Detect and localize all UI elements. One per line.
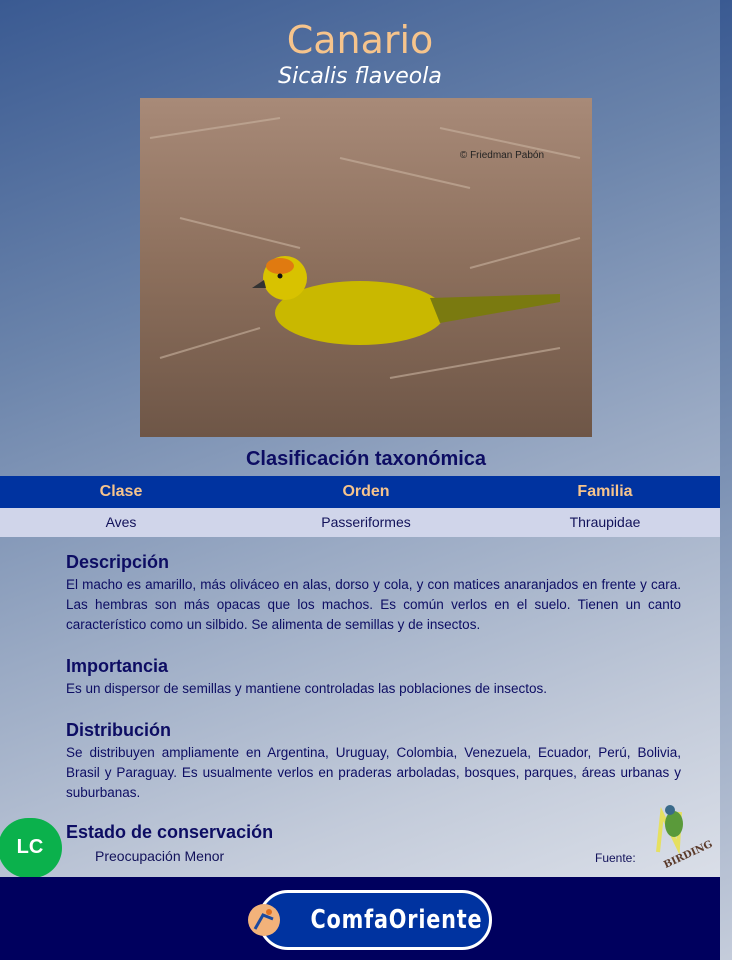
section-title: Descripción: [66, 552, 170, 572]
value-orden: Passeriformes: [321, 514, 411, 530]
section-title: Importancia: [66, 656, 169, 676]
section-text: El macho es amarillo, más oliváceo en alas, dorso y cola, y con matices anaranjados en frente y cara. Las hembras son más opacas que los machos. Es común verlos en el suelo. Tienen un canto característico como un silbido. Se alimenta de semillas y de insectos.: [66, 577, 681, 632]
value-clase: Aves: [105, 514, 137, 530]
taxonomy-header-row: [0, 476, 720, 508]
distribution-section: [66, 720, 681, 803]
header-familia: Familia: [577, 483, 633, 500]
comfaoriente-logo-text: ComfaOriente: [310, 905, 482, 935]
conservation-badge: LC: [0, 818, 62, 878]
taxonomy-title: Clasificación taxonómica: [245, 448, 487, 470]
header-orden: Orden: [342, 483, 390, 500]
comfaoriente-emblem-icon: [247, 903, 281, 937]
svg-text:BIRDING: BIRDING: [662, 838, 715, 872]
comfaoriente-logo: [258, 890, 492, 950]
description-section: [66, 552, 681, 635]
scientific-name: Sicalis flaveola: [278, 64, 442, 89]
photo-credit: © Friedman Pabón: [459, 150, 544, 161]
section-text: Se distribuyen ampliamente en Argentina, Uruguay, Colombia, Venezuela, Ecuador, Perú, Bolivia, Brasil y Paraguay. Es usualmente verlos en praderas arboladas, bosques, parques, áreas urbanas y suburbanas.: [66, 745, 681, 800]
taxonomy-value-row: [0, 508, 720, 537]
value-familia: Thraupidae: [569, 514, 641, 530]
importance-section: [66, 656, 681, 699]
section-text: Es un dispersor de semillas y mantiene controladas las poblaciones de insectos.: [66, 681, 548, 696]
section-title: Distribución: [66, 720, 172, 740]
common-name-title: Canario: [286, 18, 434, 62]
header-clase: Clase: [99, 483, 143, 500]
source-label: Fuente:: [595, 851, 636, 865]
birding-logo: [648, 802, 715, 872]
conservation-status: Preocupación Menor: [95, 848, 225, 864]
bird-photo: [140, 98, 592, 437]
conservation-title: Estado de conservación: [66, 822, 274, 842]
